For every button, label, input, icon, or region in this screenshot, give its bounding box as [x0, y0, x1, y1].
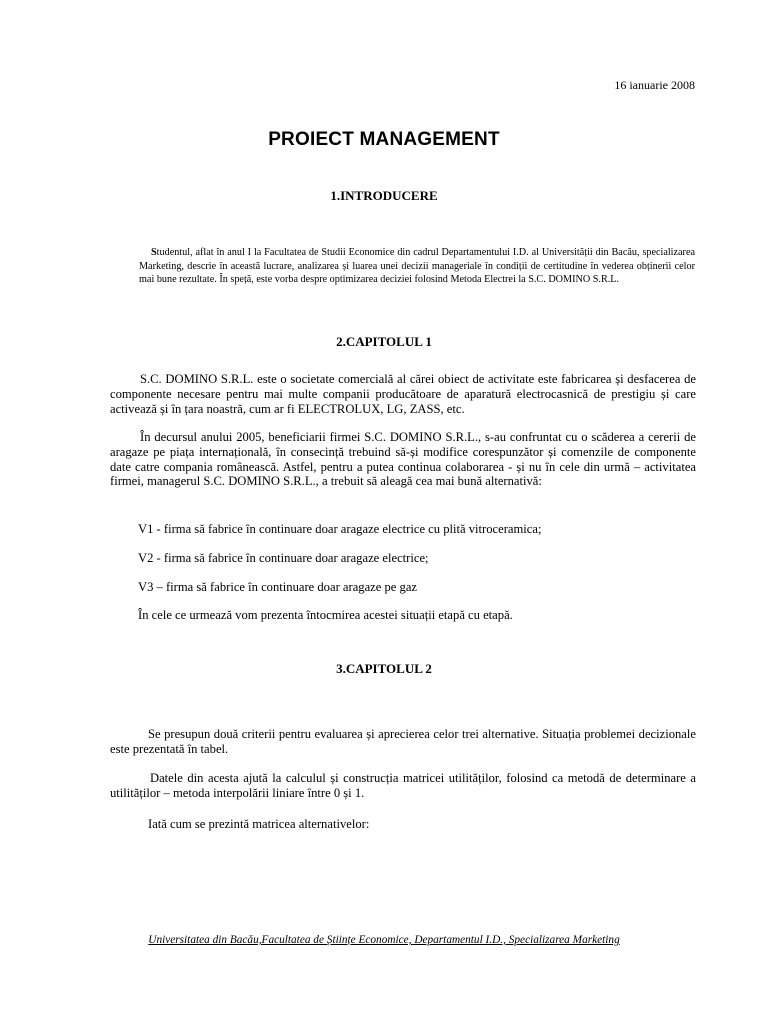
introducere-first-letter: S	[151, 247, 157, 258]
alternative-v1: V1 - firma să fabrice în continuare doar aragaze electrice cu plită vitroceramica;	[138, 522, 542, 536]
capitolul1-closing: În cele ce urmează vom prezenta întocmirea acestei situații etapă cu etapă.	[138, 608, 513, 622]
capitolul2-paragraph-2: Datele din acesta ajută la calculul și construcția matricei utilităților, folosind ca metodă de determinare a utilităților – metoda interpolării liniare între 0 și 1.	[110, 771, 696, 800]
introducere-paragraph	[139, 246, 695, 287]
document-footer: Universitatea din Bacău,Facultatea de Științe Economice, Departamentul I.D., Specializarea Marketing	[148, 934, 620, 946]
capitolul1-paragraph-1: S.C. DOMINO S.R.L. este o societate comercială al cărei obiect de activitate este fabricarea și desfacerea de componente necesare pentru mai multe companii producătoare de aparatură electrocasnică de prestigiu și care activează și în țara noastră, cum ar fi ELECTROLUX, LG, ZASS, etc.	[110, 372, 696, 416]
capitolul2-paragraph-3: Iată cum se prezintă matricea alternativelor:	[148, 817, 370, 831]
alternative-v3: V3 – firma să fabrice în continuare doar aragaze pe gaz	[138, 580, 418, 594]
capitolul2-paragraph-1: Se presupun două criterii pentru evaluarea și aprecierea celor trei alternative. Situația problemei decizionale este prezentată în tabel.	[110, 727, 696, 756]
introducere-text: tudentul, aflat în anul I la Facultatea de Studii Economice din cadrul Departamentului I.D. al Universității din Bacău, specializarea Marketing, descrie în această lucrare, analizarea și luarea unei decizii manageriale în condiții de certitudine în vederea obținerii celor mai bune rezultate. În speță, este vorba despre optimizarea deciziei folosind Metoda Electrei la S.C. DOMINO S.R.L.	[139, 247, 695, 285]
capitolul1-paragraph-2: În decursul anului 2005, beneficiarii firmei S.C. DOMINO S.R.L., s-au confruntat cu o scăderea a cererii de aragaze pe piața internațională, în consecință trebuind să-și modifice corespunzător și comenzile de componente date catre compania românească. Astfel, pentru a putea continua colaborarea - și nu în cele din urmă – activitatea firmei, managerul S.C. DOMINO S.R.L., a trebuit să aleagă cea mai bună alternativă:	[110, 430, 696, 489]
document-title: PROIECT MANAGEMENT	[268, 129, 500, 150]
heading-introducere: 1.INTRODUCERE	[330, 188, 438, 203]
heading-capitolul-1: 2.CAPITOLUL 1	[336, 334, 432, 349]
heading-capitolul-2: 3.CAPITOLUL 2	[336, 661, 432, 676]
alternative-v2: V2 - firma să fabrice în continuare doar aragaze electrice;	[138, 551, 429, 565]
document-date: 16 ianuarie 2008	[614, 78, 695, 92]
